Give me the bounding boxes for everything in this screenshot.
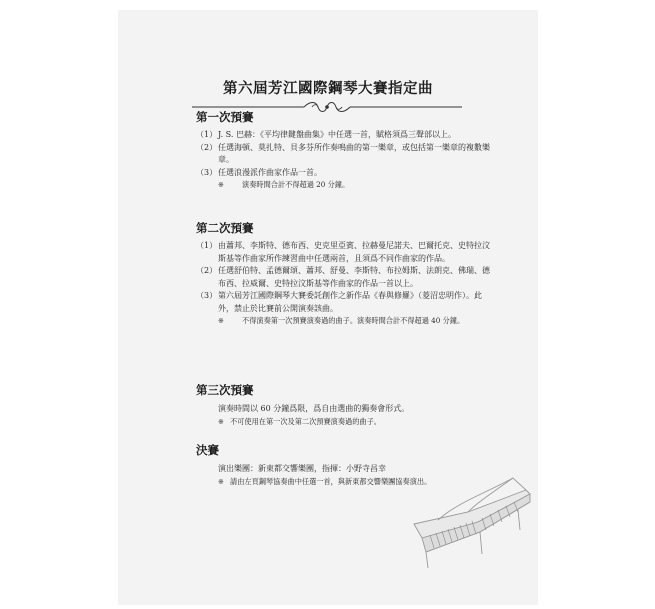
note	[218, 315, 496, 327]
item-text: 任選舒伯特、孟德爾頌、蕭邦、舒曼、李斯特、布拉姆斯、法朗克、佛瑞、德布西、拉威爾、史特拉汶斯基等作曲家的作品一首以上。	[218, 266, 490, 288]
list-item	[196, 240, 496, 265]
note-text: 不可使用在第一次及第二次預賽演奏過的曲子。	[230, 417, 381, 426]
item-number: （3）	[196, 167, 218, 177]
item-number: （2）	[196, 142, 218, 152]
note-text: 不得演奏第一次預賽演奏過的曲子。演奏時間合計不得超過 40 分鐘。	[242, 316, 465, 325]
body-line: 演奏時間以 60 分鐘爲限，爲自由選曲的獨奏會形式。	[218, 404, 410, 413]
item-number: （2）	[196, 266, 218, 275]
list-item	[196, 167, 496, 180]
document-page	[118, 10, 538, 605]
item-number: （3）	[196, 291, 218, 300]
list-item	[196, 265, 496, 290]
item-text: J. S. 巴赫：《平均律鍵盤曲集》中任選一首，賦格須爲三聲部以上。	[218, 130, 456, 139]
note	[218, 179, 496, 191]
note-mark: ※	[218, 477, 225, 486]
list-item	[196, 290, 496, 315]
item-text: 第六屆芳江國際鋼琴大賽委託創作之新作品《春與修羅》（菱沼忠明作）。此外，禁止於比賽前公開演奏該曲。	[218, 291, 482, 313]
section-heading: 決賽	[196, 443, 219, 457]
grand-piano-icon	[408, 472, 533, 572]
item-text: 任選浪漫派作曲家作品一首。	[218, 167, 322, 177]
note-text: 演奏時間合計不得超過 20 分鐘。	[242, 180, 350, 189]
section-heading: 第一次預賽	[196, 110, 254, 124]
round-1-section	[196, 109, 496, 191]
note-mark: ※	[218, 417, 225, 426]
note-mark: ※	[218, 180, 225, 189]
item-text: 由蕭邦、李斯特、德布西、史克里亞賓、拉赫曼尼諾夫、巴爾托克、史特拉汶斯基等作曲家所作練習曲中任選兩首，且須爲不同作曲家的作品。	[218, 241, 490, 263]
list-item	[196, 142, 496, 167]
note-text: 請由左頁鋼琴協奏曲中任選一首，與新東都交響樂團協奏演出。	[230, 477, 432, 486]
round-2-section	[196, 220, 496, 327]
item-text: 任選海頓、莫扎特、貝多芬所作奏鳴曲的第一樂章，或包括第一樂章的複數樂章。	[218, 142, 490, 164]
list-item	[196, 129, 496, 142]
body-line: 演出樂團：新東都交響樂團，指揮：小野寺昌幸	[218, 464, 386, 473]
item-number: （1）	[196, 241, 218, 250]
round-3-section	[196, 382, 496, 428]
note	[196, 415, 496, 428]
section-heading: 第二次預賽	[196, 221, 254, 235]
note-mark: ※	[218, 316, 225, 325]
item-number: （1）	[196, 130, 218, 139]
page-title: 第六屆芳江國際鋼琴大賽指定曲	[223, 80, 433, 97]
section-heading: 第三次預賽	[196, 383, 254, 397]
